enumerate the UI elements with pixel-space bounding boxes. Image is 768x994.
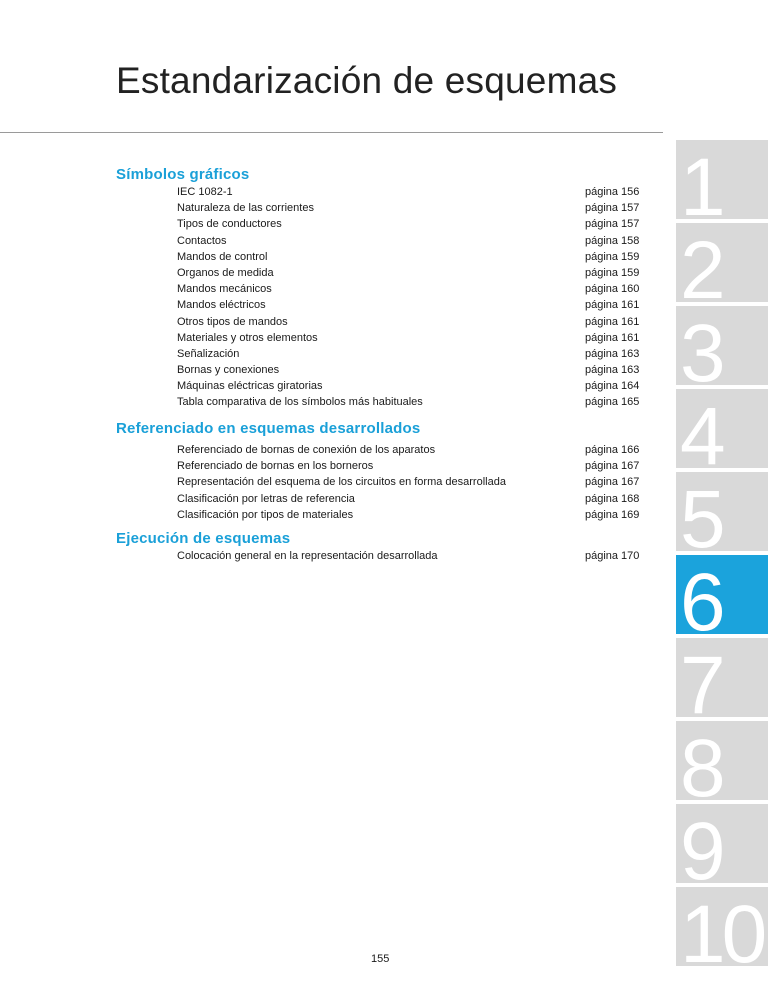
toc-entry-page-ref <box>585 314 639 330</box>
section-heading: Referenciado en esquemas desarrollados <box>116 420 421 437</box>
page-number-ref: 168 <box>621 492 640 505</box>
toc-entry-title: Organos de medida <box>177 266 274 279</box>
toc-entry-title: Mandos mecánicos <box>177 283 272 296</box>
page-number-ref: 157 <box>621 202 640 215</box>
page-number-ref: 156 <box>621 186 640 198</box>
toc-entry-title: Señalización <box>177 347 240 360</box>
page-number-ref: 159 <box>621 250 640 263</box>
toc-entry[interactable] <box>177 249 647 265</box>
chapter-tab-strip <box>676 140 768 970</box>
page-number-ref: 164 <box>621 380 640 393</box>
toc-entry[interactable] <box>177 200 647 216</box>
toc-entry[interactable] <box>177 265 647 281</box>
toc-entry-page-ref <box>585 458 639 474</box>
toc-entry-title: Máquinas eléctricas giratorias <box>177 380 323 393</box>
toc-entry-page-ref <box>585 233 639 249</box>
page-label: página <box>585 380 619 393</box>
section-entry-list <box>177 184 647 411</box>
toc-entry-title: Colocación general en la representación desarrollada <box>177 550 438 562</box>
chapter-tab-number: 7 <box>680 640 722 719</box>
toc-entry-page-ref <box>585 507 639 523</box>
page-label: página <box>585 186 619 198</box>
toc-entry[interactable] <box>177 330 647 346</box>
chapter-tab-10[interactable] <box>676 887 768 968</box>
page-label: página <box>585 364 619 377</box>
page-label: página <box>585 218 619 231</box>
page-title: Estandarización de esquemas <box>116 60 618 101</box>
toc-entry-title: IEC 1082-1 <box>177 186 233 198</box>
toc-entry-page-ref <box>585 216 639 232</box>
toc-entry-page-ref <box>585 330 639 346</box>
toc-entry-page-ref <box>585 442 639 458</box>
toc-entry-page-ref <box>585 200 639 216</box>
page-number-ref: 169 <box>621 508 640 521</box>
chapter-tab-number: 1 <box>680 142 722 221</box>
page-label: página <box>585 492 619 505</box>
toc-entry-page-ref <box>585 184 639 200</box>
section-heading: Símbolos gráficos <box>116 166 250 183</box>
page-number-ref: 166 <box>621 444 640 456</box>
toc-entry-title: Naturaleza de las corrientes <box>177 202 314 215</box>
page-number-ref: 161 <box>621 299 640 312</box>
toc-entry[interactable] <box>177 297 647 313</box>
chapter-tab-5[interactable] <box>676 472 768 553</box>
page-label: página <box>585 202 619 215</box>
page-label: página <box>585 331 619 344</box>
toc-entry-page-ref <box>585 548 639 564</box>
page-label: página <box>585 250 619 263</box>
toc-entry-title: Tipos de conductores <box>177 218 282 231</box>
toc-entry-title: Referenciado de bornas de conexión de los aparatos <box>177 444 436 456</box>
toc-entry[interactable] <box>177 507 647 523</box>
section-entry-list <box>177 548 647 564</box>
toc-entry-page-ref <box>585 265 639 281</box>
toc-entry-title: Clasificación por tipos de materiales <box>177 508 354 521</box>
toc-entry-page-ref <box>585 249 639 265</box>
section-entry-list <box>177 442 647 523</box>
chapter-tab-number: 6 <box>680 557 722 636</box>
page-label: página <box>585 347 619 360</box>
toc-entry-title: Tabla comparativa de los símbolos más habituales <box>177 396 423 409</box>
page-number-ref: 158 <box>621 234 640 247</box>
page-label: página <box>585 396 619 409</box>
toc-entry[interactable] <box>177 548 647 564</box>
page-label: página <box>585 234 619 247</box>
toc-entry-title: Mandos eléctricos <box>177 299 266 312</box>
page-label: página <box>585 550 619 562</box>
page-label: página <box>585 508 619 521</box>
chapter-tab-number: 9 <box>680 806 722 885</box>
chapter-tab-2[interactable] <box>676 223 768 304</box>
page-label: página <box>585 444 619 456</box>
chapter-tab-7[interactable] <box>676 638 768 719</box>
chapter-tab-4[interactable] <box>676 389 768 470</box>
page-label: página <box>585 476 619 489</box>
page-label: página <box>585 299 619 312</box>
toc-entry[interactable] <box>177 184 647 200</box>
toc-entry[interactable] <box>177 314 647 330</box>
toc-entry[interactable] <box>177 281 647 297</box>
chapter-tab-3[interactable] <box>676 306 768 387</box>
page-number-ref: 170 <box>621 550 640 562</box>
toc-entry[interactable] <box>177 474 647 490</box>
chapter-tab-8[interactable] <box>676 721 768 802</box>
toc-entry[interactable] <box>177 378 647 394</box>
toc-entry-page-ref <box>585 378 639 394</box>
toc-entry[interactable] <box>177 362 647 378</box>
page-number-ref: 167 <box>621 460 640 473</box>
toc-entry[interactable] <box>177 233 647 249</box>
page-number-ref: 161 <box>621 331 640 344</box>
page-label: página <box>585 266 619 279</box>
page-number-ref: 163 <box>621 364 640 377</box>
page-label: página <box>585 315 619 328</box>
toc-entry-page-ref <box>585 281 639 297</box>
toc-entry[interactable] <box>177 458 647 474</box>
toc-entry[interactable] <box>177 491 647 507</box>
page-number-ref: 159 <box>621 266 640 279</box>
page-number-ref: 161 <box>621 315 640 328</box>
page-number-ref: 160 <box>621 283 640 296</box>
page-number-ref: 163 <box>621 347 640 360</box>
toc-entry-page-ref <box>585 474 639 490</box>
toc-entry-title: Clasificación por letras de referencia <box>177 492 355 505</box>
toc-entry-title: Representación del esquema de los circuitos en forma desarrollada <box>177 476 506 489</box>
page-number: 155 <box>371 953 390 965</box>
toc-entry[interactable] <box>177 442 647 458</box>
toc-entry-page-ref <box>585 297 639 313</box>
chapter-tab-1[interactable] <box>676 140 768 221</box>
chapter-tab-number: 2 <box>680 225 722 304</box>
toc-entry-page-ref <box>585 394 639 410</box>
page-label: página <box>585 283 619 296</box>
toc-entry-page-ref <box>585 362 639 378</box>
toc-entry-title: Referenciado de bornas en los borneros <box>177 460 374 473</box>
page-label: página <box>585 460 619 473</box>
page-number-ref: 157 <box>621 218 640 231</box>
chapter-tab-number: 5 <box>680 474 722 553</box>
chapter-tab-9[interactable] <box>676 804 768 885</box>
page-number-ref: 165 <box>621 396 640 409</box>
toc-entry[interactable] <box>177 394 647 410</box>
chapter-tab-number: 10 <box>680 889 764 968</box>
section-heading: Ejecución de esquemas <box>116 530 291 547</box>
toc-entry-title: Otros tipos de mandos <box>177 315 288 328</box>
toc-entry[interactable] <box>177 216 647 232</box>
chapter-tab-number: 3 <box>680 308 722 387</box>
chapter-tab-6[interactable] <box>676 555 768 636</box>
page-number-ref: 167 <box>621 476 640 489</box>
chapter-tab-number: 4 <box>680 391 722 470</box>
toc-entry-title: Materiales y otros elementos <box>177 331 318 344</box>
toc-entry-title: Mandos de control <box>177 250 268 263</box>
chapter-tab-number: 8 <box>680 723 722 802</box>
title-divider <box>0 132 663 133</box>
toc-entry-page-ref <box>585 346 639 362</box>
toc-entry-title: Bornas y conexiones <box>177 364 280 377</box>
toc-entry-page-ref <box>585 491 639 507</box>
toc-entry-title: Contactos <box>177 234 227 247</box>
toc-entry[interactable] <box>177 346 647 362</box>
